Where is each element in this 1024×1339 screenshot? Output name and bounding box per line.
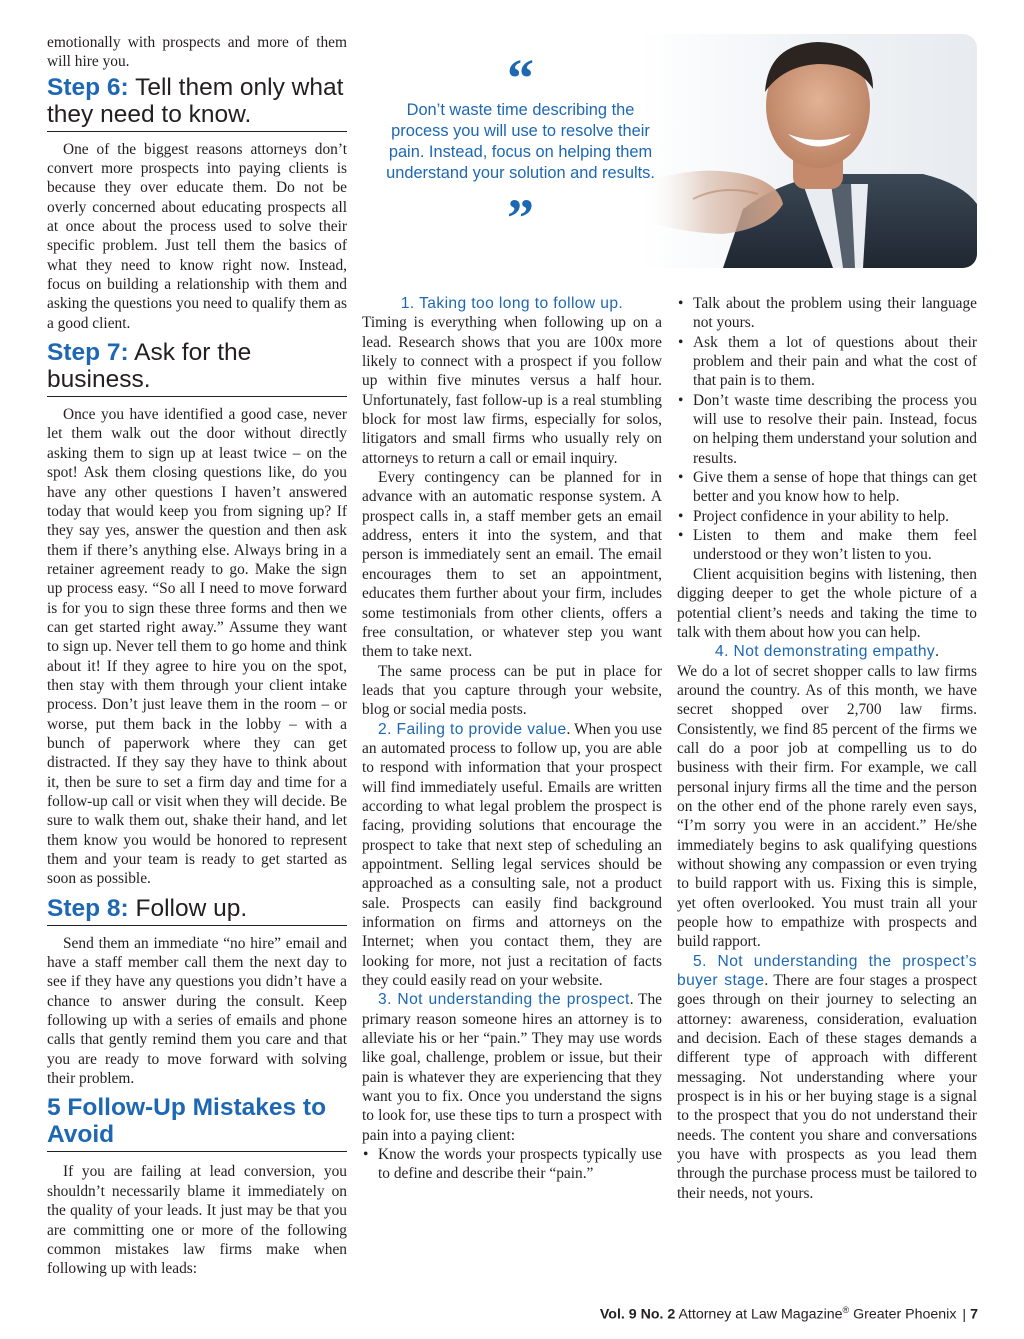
- tip-item: • Give them a sense of hope that things can get better and you know how to help.: [677, 468, 977, 507]
- mistake-2-paragraph: [362, 720, 662, 991]
- step-6-title: Tell them only what they need to know.: [47, 73, 344, 128]
- mistakes-heading: 5 Follow-Up Mistakes to Avoid: [47, 1094, 347, 1152]
- step-6-body: One of the biggest reasons attorneys don’t convert more prospects into paying clients is because they over educate them. Do not be overly concerned about educating prospects all at once about the process used to solve their specific problem. Just tell them the basics of what they need to know right now. Instead, focus on building a relationship with them and asking the questions you need to qualify them as a good client.: [47, 140, 347, 332]
- tip-item: • Project confidence in your ability to help.: [677, 507, 977, 526]
- step-8-title: Follow up.: [135, 894, 248, 922]
- mistake-3-body: . The primary reason someone hires an attorney is to alleviate his or her “pain.” They may use words like goal, challenge, problem or issue, but their pain is whatever they are experiencing that they want you to fix. Once you understand the signs to look for, use these tips to turn a prospect with pain into a paying client:: [362, 991, 662, 1144]
- mistake-1-paragraph-2: Every contingency can be planned for in advance with an automatic response system. A prospect calls in, a staff member gets an email address, enters it into the system, and that person is immediately sent an email. The email encourages them to set an appointment, educates them further about your firm, includes some testimonials from other clients, offers a free consultation, or whatever step you want them to take next.: [362, 469, 662, 661]
- tip-item: • Talk about the problem using their language not yours.: [677, 294, 977, 333]
- mistakes-intro: If you are failing at lead conversion, you shouldn’t necessarily blame it immediately on the quality of your leads. It just may be that you are committing one or more of the following common mistakes law firms make when following up with leads:: [47, 1163, 347, 1278]
- edition-name: Greater Phoenix: [853, 1306, 957, 1323]
- page-footer: [600, 1305, 978, 1323]
- mistake-4-heading: [677, 642, 977, 661]
- open-quote-mark: “: [507, 48, 534, 108]
- mistake-2-title: 2. Failing to provide value: [378, 720, 567, 738]
- magazine-name: Attorney at Law Magazine: [678, 1306, 843, 1323]
- mistake-5-title: 5. Not understanding the prospect’s buyer stage: [677, 952, 977, 990]
- step-7-heading: [47, 339, 347, 397]
- step-7-label: Step 7:: [47, 339, 129, 367]
- mistake-4-period: .: [935, 643, 939, 661]
- step-7-body: Once you have identified a good case, never let them walk out the door without directly asking them to sign up at least twice – on the spot! Ask them closing questions like, do you have any other questions I haven’t answered today that would keep you from signing up? If they say yes, answer the question and then ask them if there’s anything else. Always bring in a retainer agreement ready to go. Make the sign up process easy. “So all I need to move forward is for you to sign these three forms and then we can get started right away.” Assume they want to sign up. Never tell them to go home and think about it! If they agree to hire you on the spot, then stay with them through your client intake process. Don’t just leave them in the room – or worse, put them back in the lobby – with a bunch of paperwork where they can get distracted. If they say they have to think about it, then be sure to set a firm day and time for a follow-up call or visit when they will decide. Be sure to walk them out, shake their hand, and let them know you would be honored to represent them and your team is ready to get started as soon as possible.: [47, 406, 347, 888]
- mistake-2-body: . When you use an automated process to follow up, you are able to respond with information that your prospect will find immediately useful. Emails are written according to what legal problem the prospect is facing, providing solutions that encourage the prospect to take that next step of scheduling an appointment. Selling legal services should be approached as a consulting sale, not a product sale. Prospects can easily find background information on firms and attorneys on the Internet; when you contact them, they are looking for more, not just a recitation of facts they could easily read on your website.: [362, 720, 663, 990]
- tip-item: • Don’t waste time describing the process you will use to resolve their pain. Instead, focus on helping them understand your solution and results.: [677, 391, 977, 468]
- mistake-3-paragraph: [362, 990, 662, 1145]
- step-6-heading: [47, 74, 347, 132]
- step-8-heading: [47, 895, 347, 926]
- registered-mark: ®: [842, 1305, 850, 1315]
- footer-separator: |: [962, 1306, 967, 1323]
- step-8-body: Send them an immediate “no hire” email and have a staff member call them the next day to see if they have any questions you didn’t have a chance to answer during the consult. Keep following up with a series of emails and phone calls that gently remind them you care and that you are ready to move forward with solving their problem.: [47, 934, 347, 1088]
- mistake-5-paragraph: [677, 952, 977, 1203]
- mistake-4-body: We do a lot of secret shopper calls to law firms around the country. As of this month, we have secret shopped over 2,700 law firms. Consistently, we find 85 percent of the firms we call do a poor job at compelling us to do business with their firm. For example, we call personal injury firms all the time and the person on the other end of the phone rarely even says, “I’m sorry you were in an accident.” He/she immediately begins to ask qualifying questions without showing any compassion or even trying to build rapport with us. Fixing this is simple, yet often overlooked. You must train all your people how to empathize with prospects and build rapport.: [677, 662, 977, 951]
- tip-item: • Ask them a lot of questions about their problem and their pain and what the cost of that pain is to them.: [677, 333, 977, 391]
- mistake-4-title: 4. Not demonstrating empathy: [715, 643, 936, 661]
- tips-list-start: [362, 1145, 662, 1184]
- issue-volume: Vol. 9 No. 2: [599, 1306, 676, 1323]
- tip-item: • Listen to them and make them feel understood or they won’t listen to you.: [677, 526, 977, 565]
- mistake-1-paragraph-3: The same process can be put in place for leads that you capture through your website, blog or social media posts.: [362, 662, 662, 719]
- step-6-label: Step 6:: [47, 73, 129, 101]
- column-3: [677, 294, 977, 1203]
- mistake-1-paragraph-1: Timing is everything when following up on a lead. Research shows that you are 100x more likely to connect with a prospect if you follow up within five minutes versus a half hour. Unfortunately, fast follow-up is a real stumbling block for most law firms, especially for solos, litigators and small firms who usually rely on attorneys to return a call or email inquiry.: [362, 314, 662, 467]
- column-2: [362, 294, 662, 1184]
- step-7-title: Ask for the business.: [47, 339, 252, 394]
- mistake-5-body: . There are four stages a prospect goes through on their journey to selecting an attorney: awareness, consideration, evaluation and decision. Each of these stages demands a different type of approach with different messaging. Not understanding where your prospect is in his or her buying stage is a signal to the prospect that you do not understand their needs. The content you share and conversations you have with prospects as you lead them through the purchase process must be tailored to their needs, not yours.: [677, 972, 977, 1202]
- listening-paragraph: Client acquisition begins with listening, then digging deeper to get the whole picture of a potential client’s needs and taking the time to talk with them about how you can help.: [677, 565, 977, 641]
- mistake-1-heading: [362, 294, 662, 313]
- pull-quote: [383, 48, 658, 248]
- mistake-1-title: 1. Taking too long to follow up.: [400, 295, 624, 312]
- tip-item: • Know the words your prospects typically use to define and describe their “pain.”: [362, 1145, 662, 1184]
- page-number: 7: [970, 1306, 978, 1323]
- mistake-3-title: 3. Not understanding the prospect: [378, 991, 630, 1009]
- close-quote-mark: ”: [507, 188, 534, 248]
- step-8-label: Step 8:: [47, 894, 129, 922]
- pull-quote-text: Don’t waste time describing the process you will use to resolve their pain. Instead, focus on helping them understand your solution and results.: [386, 101, 655, 182]
- column-1: [47, 33, 347, 1279]
- intro-paragraph: emotionally with prospects and more of them will hire you.: [47, 34, 347, 71]
- tips-list-continued: [677, 294, 977, 565]
